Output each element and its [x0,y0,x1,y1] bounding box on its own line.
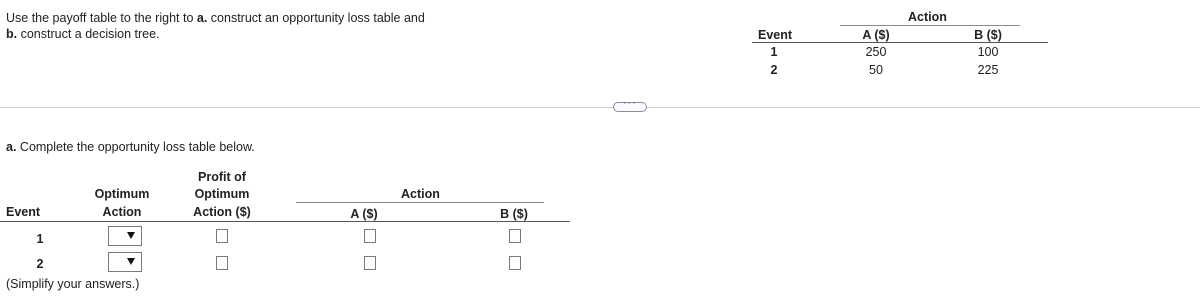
ellipsis-icon: ··· [623,97,637,109]
payoff-col-b-header: B ($) [974,28,1002,42]
part-a-prompt: a. Complete the opportunity loss table below. [6,140,255,154]
optimum-action-header-line-1: Optimum [94,187,150,201]
payoff-header-rule [752,42,1048,43]
profit-header-line-3: Action ($) [193,205,251,219]
simplify-note: (Simplify your answers.) [6,277,140,291]
section-divider [0,107,1200,108]
optimum-action-header-line-2: Action [102,205,142,219]
optimum-action-select-2[interactable] [108,252,142,272]
payoff-event-1: 1 [770,45,778,59]
loss-event-1: 1 [36,232,44,246]
payoff-action-header: Action [908,10,947,24]
loss-input-2-a[interactable] [364,256,376,270]
loss-input-2-b[interactable] [509,256,521,270]
loss-input-1-b[interactable] [509,229,521,243]
payoff-action-rule [840,25,1020,26]
loss-col-b-header: B ($) [500,207,528,221]
loss-header-rule [0,221,570,222]
optimum-action-select-1[interactable] [108,226,142,246]
show-more-button[interactable] [613,97,647,112]
profit-header-line-2: Optimum [194,187,250,201]
payoff-cell-2-b: 225 [977,63,999,77]
chevron-down-icon [127,258,135,265]
payoff-event-2: 2 [770,63,778,77]
profit-input-2[interactable] [216,256,228,270]
loss-col-a-header: A ($) [350,207,378,221]
instruction-line-2: b. construct a decision tree. [6,27,160,41]
payoff-cell-1-b: 100 [977,45,999,59]
loss-action-header: Action [401,187,440,201]
loss-input-1-a[interactable] [364,229,376,243]
loss-event-2: 2 [36,257,44,271]
profit-header-line-1: Profit of [198,170,246,184]
profit-input-1[interactable] [216,229,228,243]
chevron-down-icon [127,232,135,239]
payoff-cell-2-a: 50 [869,63,883,77]
loss-event-header: Event [6,205,41,219]
loss-action-rule [296,202,544,203]
payoff-event-header: Event [758,28,793,42]
payoff-col-a-header: A ($) [862,28,890,42]
payoff-cell-1-a: 250 [865,45,887,59]
instruction-line-1: Use the payoff table to the right to a. construct an opportunity loss table and [6,11,425,25]
